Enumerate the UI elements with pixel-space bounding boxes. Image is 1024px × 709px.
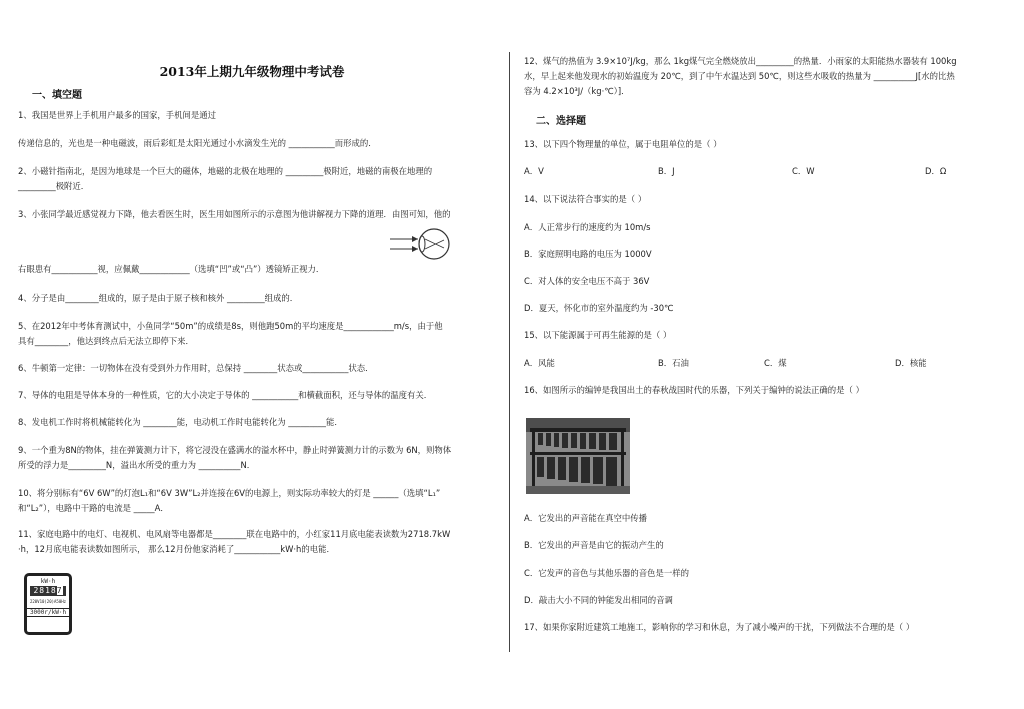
option: D．核能 xyxy=(895,358,927,368)
question-stem: 14、以下说法符合事实的是（ ） xyxy=(524,194,647,204)
question-line: 8、发电机工作时将机械能转化为 ________能，电动机工作时电能转化为 _________能． xyxy=(18,417,343,427)
question-line: ·h，12月底电能表读数如图所示， 那么12月份他家消耗了___________kW·h的电能． xyxy=(18,544,335,554)
option: C．它发声的音色与其他乐器的音色是一样的 xyxy=(524,568,689,578)
option: B．石油 xyxy=(658,358,689,368)
meter-unit: kW·h xyxy=(40,578,56,585)
question-line: 9、一个重为8N的物体，挂在弹簧测力计下，将它浸没在盛满水的溢水杯中，静止时弹簧测力计的示数为 6N，则物体 xyxy=(18,445,452,455)
question-line: 3、小张同学最近感觉视力下降，他去看医生时，医生用如图所示的示意图为他讲解视力下降的道理．由图可知，他的 xyxy=(18,209,451,219)
question-line: 容为 4.2×10³J/（kg·℃）]． xyxy=(524,86,630,96)
option: D．Ω xyxy=(925,166,947,176)
question-line: 右眼患有___________视，应佩戴____________（选填“凹”或“凸”）透镜矫正视力． xyxy=(18,264,325,274)
option: A．V xyxy=(524,166,544,176)
section-fill-blank: 一、填空题 xyxy=(32,90,82,101)
question-line: 4、分子是由________组成的，原子是由于原子核和核外 _________组成的． xyxy=(18,293,299,303)
question-stem: 15、以下能源属于可再生能源的是（ ） xyxy=(524,330,672,340)
question-line: 所受的浮力是_________N，溢出水所受的重力为 __________N． xyxy=(18,460,256,470)
question-line: 6、牛顿第一定律：一切物体在没有受到外力作用时，总保持 ________状态或___________状态． xyxy=(18,363,374,373)
question-line: 水，早上起来他发现水的初始温度为 20℃，到了中午水温达到 50℃，则这些水吸收的热量为 __________J[水的比热 xyxy=(524,71,955,81)
question-line: 7、导体的电阻是导体本身的一种性质，它的大小决定于导体的 ___________和横截面积，还与导体的温度有关． xyxy=(18,390,433,400)
option: D．敲击大小不同的钟能发出相同的音调 xyxy=(524,595,673,605)
question-line: 12、煤气的热值为 3.9×10⁷J/kg，那么 1kg煤气完全燃烧放出_________的热量．小雨家的太阳能热水器装有 100kg xyxy=(524,56,957,66)
option: A．人正常步行的速度约为 10m/s xyxy=(524,222,651,232)
meter-spec: 220V10(20)A50Hz xyxy=(29,599,67,604)
question-line: 10、将分别标有“6V 6W”的灯泡L₁和“6V 3W”L₂并连接在6V的电源上，则实际功率较大的灯是 ______（选填“L₁” xyxy=(18,488,441,498)
question-line: 和“L₂”），电路中干路的电流是 _____A． xyxy=(18,503,169,513)
question-stem: 16、如图所示的编钟是我国出土的春秋战国时代的乐器，下列关于编钟的说法正确的是（ ） xyxy=(524,385,864,395)
meter-last-digit: 7 xyxy=(56,586,63,595)
question-stem: 17、如果你家附近建筑工地施工，影响你的学习和休息，为了减小噪声的干扰，下列做法不合理的是（ ） xyxy=(524,622,915,632)
question-line: 5、在2012年中考体育测试中，小鱼同学“50m”的成绩是8s，则他跑50m的平均速度是____________m/s，由于他 xyxy=(18,321,443,331)
question-line: 具有________，他达到终点后无法立即停下来． xyxy=(18,336,194,346)
column-divider xyxy=(509,52,510,652)
eye-diagram-icon xyxy=(388,226,454,262)
chime-bells-image xyxy=(526,418,630,494)
option: A．它发出的声音能在真空中传播 xyxy=(524,513,647,523)
option: B．J xyxy=(658,166,675,176)
section-multiple-choice: 二、选择题 xyxy=(536,116,586,127)
meter-digits: 2818 xyxy=(33,586,57,595)
meter-rate: 3000r/kW·h xyxy=(27,608,69,617)
electricity-meter-image xyxy=(24,573,72,635)
option: B．它发出的声音是由它的振动产生的 xyxy=(524,540,664,550)
option: C．煤 xyxy=(764,358,787,368)
option: A．风能 xyxy=(524,358,555,368)
question-line: _________极附近． xyxy=(18,181,90,191)
question-line: 2、小磁针指南北，是因为地球是一个巨大的磁体，地磁的北极在地理的 _________极附近，地磁的南极在地理的 xyxy=(18,166,433,176)
page-title: 2013年上期九年级物理中考试卷 xyxy=(159,64,345,79)
question-line: 11、家庭电路中的电灯、电视机、电风扇等电器都是________联在电路中的，小红家11月底电能表读数为2718.7kW xyxy=(18,529,451,539)
option: C．W xyxy=(792,166,815,176)
question-line: 1、我国是世界上手机用户最多的国家，手机间是通过 xyxy=(18,110,216,120)
option: C．对人体的安全电压不高于 36V xyxy=(524,276,650,286)
question-line: 传递信息的，光也是一种电磁波，雨后彩虹是太阳光通过小水滴发生光的 ___________而形成的． xyxy=(18,138,377,148)
option: D．夏天，怀化市的室外温度约为 -30℃ xyxy=(524,303,674,313)
option: B．家庭照明电路的电压为 1000V xyxy=(524,249,652,259)
question-stem: 13、以下四个物理量的单位，属于电阻单位的是（ ） xyxy=(524,139,722,149)
